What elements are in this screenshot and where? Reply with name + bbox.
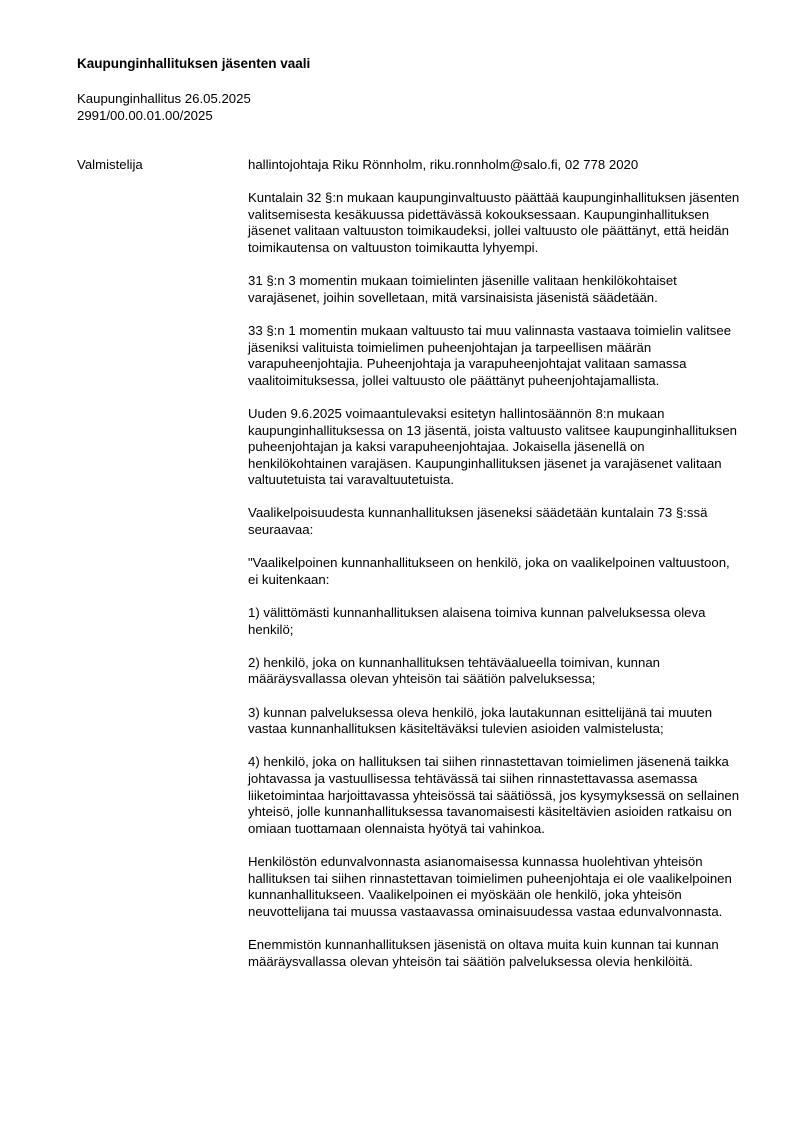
paragraph: "Vaalikelpoinen kunnanhallitukseen on henkilö, joka on vaalikelpoinen valtuustoon, ei kuitenkaan: [248,555,730,587]
paragraph: Enemmistön kunnanhallituksen jäsenistä on oltava muita kuin kunnan tai kunnan määräysvallassa olevan yhteisön tai säätiön palveluksessa olevia henkilöitä. [248,936,719,969]
paragraph: Vaalikelpoisuudesta kunnanhallituksen jäseneksi säädetään kuntalain 73 §:ssä seuraavaa: [248,505,708,538]
paragraph: 33 §:n 1 momentin mukaan valtuusto tai muu valinnasta vastaava toimielin valitsee jäseniksi valituista toimielimen puheenjohtajan ja tarpeellisen määrän varapuheenjohtajia. Puheenjohtaja ja varapuheenjohtajat valitaan samassa vaalitoimituksessa, jollei valtuusto ole päättänyt puheenjohtajamallista. [248,322,732,388]
preparer-label: Valmistelija [77,157,143,172]
meeting-meta [77,91,251,124]
list-item: 2) henkilö, joka on kunnanhallituksen tehtäväalueella toimivan, kunnan määräysvallassa olevan yhteisön tai säätiön palveluksessa; [248,654,661,687]
record-number: 2991/00.00.01.00/2025 [77,107,213,123]
list-item: 4) henkilö, joka on hallituksen tai siihen rinnastettavan toimielimen jäsenenä taikka johtavassa ja vastuullisessa tehtävässä tai siihen rinnastettavassa asemassa liiketoimintaa harjoittavassa yhteisössä tai säätiössä, jos kysymyksessä on sellainen yhteisö, jolle kunnanhallituksessa tavanomaisesti käsiteltävien asioiden ratkaisu on omiaan tuottamaan olennaista hyötyä tai vahinkoa. [248,754,740,836]
paragraph: Kuntalain 32 §:n mukaan kaupunginvaltuusto päättää kaupunginhallituksen jäsenten valitsemisesta kesäkuussa pidettävässä kokouksessaan. Kaupunginhallituksen jäsenet valitaan valtuuston toimikaudeksi, jollei valtuusto ole päättänyt, että heidän toimikautensa on valtuuston toimikautta lyhyempi. [248,190,740,255]
paragraph: Henkilöstön edunvalvonnasta asianomaisessa kunnassa huolehtivan yhteisön hallituksen tai siihen rinnastettavan toimielimen puheenjohtaja ei ole vaalikelpoinen kunnanhallitukseen. Vaalikelpoinen ei myöskään ole henkilö, joka yhteisön neuvottelijana tai muussa vastaavassa ominaisuudessa vastaa edunvalvonnasta. [248,853,732,919]
paragraph: Uuden 9.6.2025 voimaantulevaksi esitetyn hallintosäännön 8:n mukaan kaupunginhallituksessa on 13 jäsentä, joista valtuusto valitsee kaupunginhallituksen puheenjohtajan ja kaksi varapuheenjohtajaa. Jokaisella jäsenellä on henkilökohtainen varajäsen. Kaupunginhallituksen jäsenet ja varajäsenet valitaan valtuutetuista tai varavaltuutetuista. [248,405,737,488]
list-item: 1) välittömästi kunnanhallituksen alaisena toimiva kunnan palveluksessa oleva henkilö; [248,605,706,637]
document-title: Kaupunginhallituksen jäsenten vaali [77,56,311,71]
preparer-info: hallintojohtaja Riku Rönnholm, riku.ronnholm@salo.fi, 02 778 2020 [248,157,639,172]
document-body [248,157,740,987]
meeting-info: Kaupunginhallitus 26.05.2025 [77,91,251,106]
paragraph: 31 §:n 3 momentin mukaan toimielinten jäsenille valitaan henkilökohtaiset varajäsenet, joihin sovelletaan, mitä varsinaisista jäsenistä säädetään. [248,273,677,305]
list-item: 3) kunnan palveluksessa oleva henkilö, joka lautakunnan esittelijänä tai muuten vastaa kunnanhallituksen käsiteltäväksi tulevien asioiden valmistelusta; [248,704,713,737]
